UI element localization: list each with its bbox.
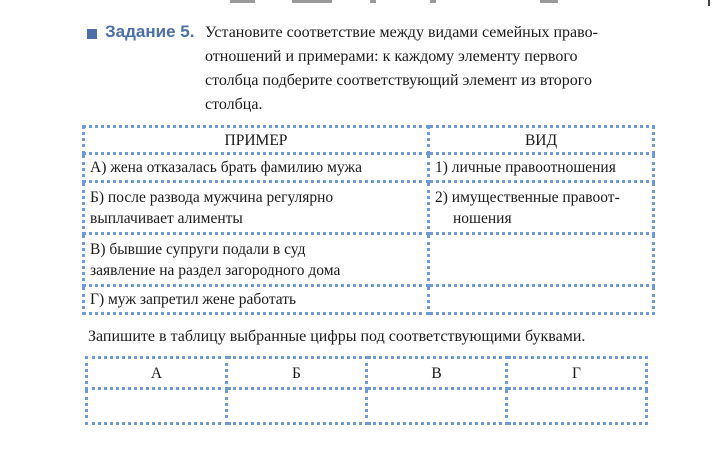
type-cell-empty	[429, 286, 654, 314]
table-header-row	[84, 127, 654, 154]
table-row	[84, 182, 654, 234]
answer-cell-a[interactable]	[87, 389, 227, 424]
answer-header-g: Г	[507, 358, 647, 389]
example-cell-g	[84, 286, 429, 314]
table-row	[84, 154, 654, 182]
table-row	[84, 234, 654, 286]
square-bullet-icon	[87, 29, 97, 39]
answer-header-v: В	[367, 358, 507, 389]
top-cutoff-line	[0, 0, 723, 4]
example-b-line-1: Б) после развода мужчина регулярно	[90, 188, 334, 206]
answer-header-row	[87, 358, 647, 389]
task-label: Задание 5.	[105, 22, 195, 41]
matching-table	[82, 125, 655, 315]
task-text-line-3: столбца подберите соответствующий элемент из второго	[205, 72, 592, 89]
example-cell-b	[84, 182, 429, 234]
type-cell-1	[429, 154, 654, 182]
answer-cell-b[interactable]	[227, 389, 367, 424]
answer-header-b: Б	[227, 358, 367, 389]
example-g-line-1: Г) муж запретил жене работать	[90, 291, 297, 308]
example-cell-a	[84, 154, 429, 182]
type-1-line-1: 1) личные правоотношения	[435, 159, 616, 176]
answer-value-row	[87, 389, 647, 424]
task-text-line-4: столбца.	[205, 96, 263, 113]
example-v-line-1: В) бывшие супруги подали в суд	[90, 240, 306, 258]
table-row	[84, 286, 654, 314]
task-text-line-2: отношений и примерами: к каждому элементу первого	[205, 48, 578, 65]
example-v-line-2: заявление на раздел загородного дома	[90, 261, 341, 279]
answer-cell-g[interactable]	[507, 389, 647, 424]
answer-cell-v[interactable]	[367, 389, 507, 424]
answer-table	[85, 356, 648, 425]
header-example: ПРИМЕР	[84, 127, 429, 154]
example-b-line-2: выплачивает алименты	[90, 209, 243, 227]
type-cell-empty	[429, 234, 654, 286]
header-type: ВИД	[429, 127, 654, 154]
answer-header-a: А	[87, 358, 227, 389]
example-cell-v	[84, 234, 429, 286]
type-cell-2	[429, 182, 654, 234]
type-2-line-1: 2) имущественные правоот-	[435, 188, 620, 206]
task-text-line-1: Установите соответствие между видами семейных право-	[205, 24, 598, 41]
answer-instruction: Запишите в таблицу выбранные цифры под соответствующими буквами.	[88, 328, 586, 345]
type-2-line-2: ношения	[453, 209, 512, 227]
example-a-line-1: А) жена отказалась брать фамилию мужа	[90, 159, 363, 176]
